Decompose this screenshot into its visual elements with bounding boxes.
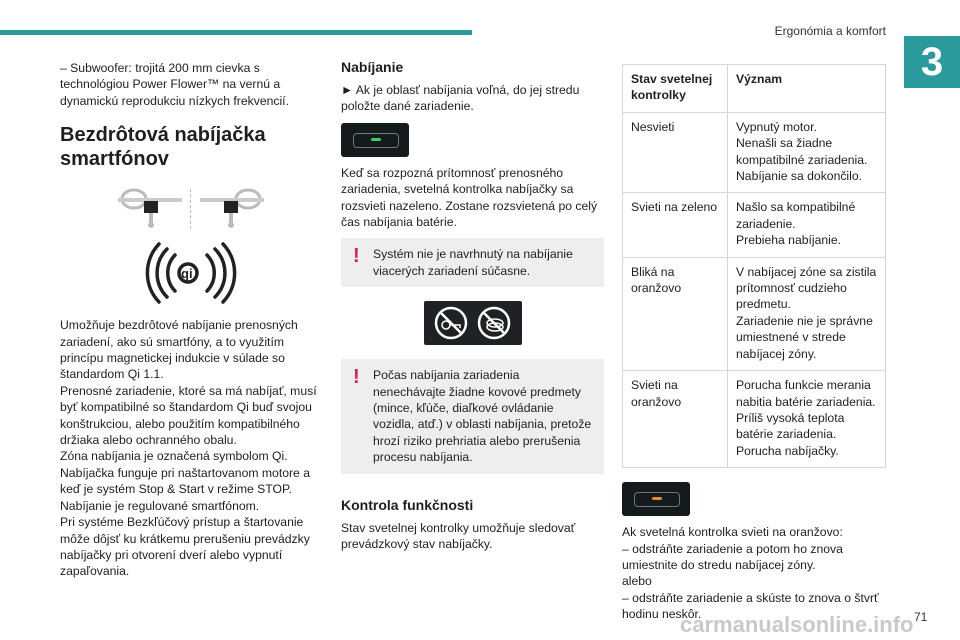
no-metal-objects-image xyxy=(424,301,522,345)
warning-box-metal-objects xyxy=(341,359,604,473)
table-cell-state: Nesvieti xyxy=(623,112,728,193)
table-cell-meaning xyxy=(728,112,886,193)
table-cell-meaning xyxy=(728,371,886,468)
table-header: Stav svetelnej kontrolky xyxy=(623,65,728,113)
section-title: Ergonómia a komfort xyxy=(774,24,886,38)
prohibition-icons xyxy=(341,301,604,345)
meaning-line: Porucha funkcie merania nabitia batérie zariadenia. xyxy=(736,378,876,409)
body-paragraph: Umožňuje bezdrôtové nabíjanie prenosných zariadení, ako sú smartfóny, a to využitím princípu magnetickej indukcie v súlade so štandardom Qi 1.1. xyxy=(60,318,298,382)
led-green-icon xyxy=(371,138,381,141)
warning-icon: ! xyxy=(353,245,360,268)
chapter-number-badge: 3 xyxy=(904,36,960,88)
rhd-dashboard-icon xyxy=(200,187,264,231)
warning-text: Počas nabíjania zariadenia nenechávajte žiadne kovové predmety (mince, kľúče, diaľkové ovládanie vozidla, atď.) v oblasti nabíjania, pretože hrozí riziko prehriatia alebo prerušenia procesu nabíjania. xyxy=(373,368,592,465)
table-cell-state: Bliká na oranžovo xyxy=(623,257,728,370)
dashboard-location-illustration xyxy=(60,187,322,231)
illustration-divider xyxy=(190,189,192,229)
meaning-line: Porucha nabíjačky. xyxy=(736,443,839,458)
table-row xyxy=(623,371,886,468)
table-cell-state: Svieti na zeleno xyxy=(623,193,728,257)
body-paragraph: Nabíjačka funguje pri naštartovanom motore a keď je systém Stop & Start v režime STOP. xyxy=(60,465,310,497)
meaning-line: V nabíjacej zóne sa zistila prítomnosť cudzieho predmetu. xyxy=(736,264,877,312)
qi-label: qi xyxy=(181,266,193,282)
qi-symbol xyxy=(60,241,322,305)
charger-led-orange-image xyxy=(622,482,690,516)
lhd-dashboard-icon xyxy=(118,187,182,231)
qi-wireless-icon xyxy=(139,241,243,305)
table-cell-meaning xyxy=(728,257,886,370)
led-status-table xyxy=(622,64,886,468)
meaning-line: Príliš vysoká teplota batérie zariadenia. xyxy=(736,410,845,442)
header-accent-bar xyxy=(0,30,472,35)
body-paragraph: Prenosné zariadenie, ktoré sa má nabíjať, musí byť kompatibilné so štandardom Qi buď svojou konštrukciou, alebo použitím kompatibilného držiaka alebo ochranného obalu. xyxy=(60,383,317,448)
table-header: Význam xyxy=(728,65,886,113)
heading-function-check: Kontrola funkčnosti xyxy=(341,496,474,513)
warning-text: Systém nie je navrhnutý na nabíjanie viacerých zariadení súčasne. xyxy=(373,247,573,278)
column-middle xyxy=(341,58,604,553)
no-key-icon xyxy=(433,305,469,341)
heading-charging: Nabíjanie xyxy=(341,59,404,75)
charger-led-green-image xyxy=(341,123,409,157)
body-paragraph: Zóna nabíjania je označená symbolom Qi. xyxy=(60,449,288,464)
charger-description xyxy=(60,317,322,580)
remedy-option-2: – odstráňte zariadenie a skúste to znova o štvrť hodinu neskôr. xyxy=(622,590,879,622)
meaning-line: Našlo sa kompatibilné zariadenie. xyxy=(736,200,856,231)
body-paragraph: Nabíjanie je regulované smartfónom. xyxy=(60,498,260,513)
meaning-line: Prebieha nabíjanie. xyxy=(736,233,842,248)
detect-text: Keď sa rozpozná prítomnosť prenosného zariadenia, svetelná kontrolka nabíjačky sa rozsvieti nazeleno. Zostane rozsvietená po celý čas nabíjania batérie. xyxy=(341,165,598,230)
subwoofer-text: – Subwoofer: trojitá 200 mm cievka s technológiou Power Flower™ na vernú a dynamickú reprodukciu nízkych frekvencií. xyxy=(60,61,289,108)
no-coins-icon xyxy=(476,305,512,341)
orange-led-text: Ak svetelná kontrolka svieti na oranžovo: xyxy=(622,525,843,540)
meaning-line: Vypnutý motor. xyxy=(736,119,817,134)
page-number: 71 xyxy=(914,610,928,624)
watermark: carmanualsonline.info xyxy=(680,612,914,637)
table-row xyxy=(623,257,886,370)
body-paragraph: Pri systéme Bezkľúčový prístup a štartovanie môže dôjsť ku krátkemu prerušeniu prevádzky nabíjačky pri otvorení dverí alebo vypnutí zapaľovania. xyxy=(60,515,310,579)
table-cell-meaning xyxy=(728,193,886,257)
table-row xyxy=(623,112,886,193)
remedy-or: alebo xyxy=(622,574,652,589)
warning-box-multiple-devices xyxy=(341,238,604,287)
check-text: Stav svetelnej kontrolky umožňuje sledovať prevádzkový stav nabíjačky. xyxy=(341,520,576,552)
column-left xyxy=(60,60,322,580)
remedy-option-1: – odstráňte zariadenie a potom ho znova umiestnite do stredu nabíjacej zóny. xyxy=(622,541,843,572)
heading-wireless-charger: Bezdrôtová nabíjačka smartfónov xyxy=(60,124,266,171)
charging-step: ► Ak je oblasť nabíjania voľná, do jej stredu položte dané zariadenie. xyxy=(341,83,580,114)
meaning-line: Nenašli sa žiadne kompatibilné zariadenia. xyxy=(736,136,868,167)
meaning-line: Nabíjanie sa dokončilo. xyxy=(736,169,863,184)
table-cell-state: Svieti na oranžovo xyxy=(623,371,728,468)
table-row xyxy=(623,193,886,257)
meaning-line: Zariadenie nie je správne umiestnené v strede nabíjacej zóny. xyxy=(736,313,873,361)
warning-icon: ! xyxy=(353,366,360,389)
column-right xyxy=(622,64,888,623)
table-header-row xyxy=(623,65,886,113)
led-orange-icon xyxy=(652,497,662,500)
